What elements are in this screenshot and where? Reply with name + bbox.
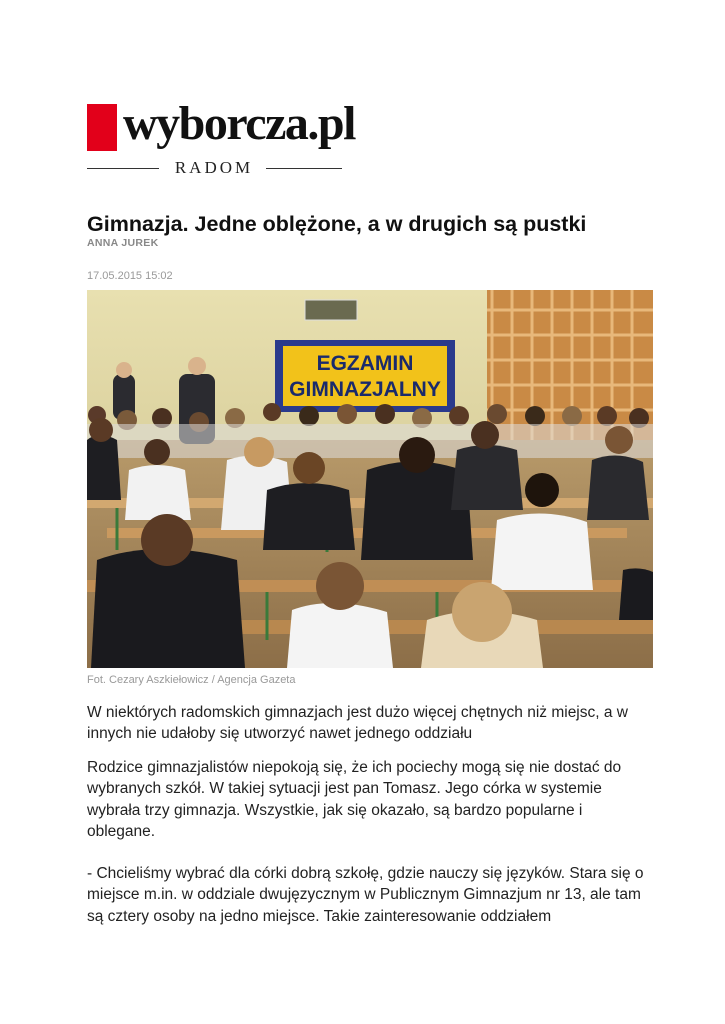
banner-line-1: EGZAMIN	[316, 352, 414, 375]
logo-city: RADOM	[174, 158, 254, 177]
article-author[interactable]: ANNA JUREK	[87, 237, 159, 249]
article-paragraph: Rodzice gimnazjalistów niepokoją się, że ich pociechy mogą się nie dostać do wybranych szkół. W takiej sytuacji jest pan Tomasz. Jego córka w systemie wybrała trzy gimnazja. Wszystkie, jak się okazało, są bardzo popularne i oblegane.	[87, 759, 622, 840]
article-date: 17.05.2015 15:02	[87, 270, 173, 282]
article-photo	[87, 290, 653, 668]
banner-line-2: GIMNAZJALNY	[289, 378, 441, 401]
logo-rule-left	[87, 168, 159, 169]
logo-rule-right	[266, 168, 342, 169]
article-lead: W niektórych radomskich gimnazjach jest dużo więcej chętnych niż miejsc, a w innych nie udałoby się utworzyć nawet jednego oddziału	[87, 704, 628, 742]
logo-brand-text: wyborcza.pl	[123, 97, 355, 150]
logo-red-square	[87, 104, 117, 151]
site-logo[interactable]	[87, 97, 355, 180]
photo-caption: Fot. Cezary Aszkiełowicz / Agencja Gazeta	[87, 674, 296, 686]
article-title: Gimnazja. Jedne oblężone, a w drugich są pustki	[87, 212, 587, 236]
article-paragraph: - Chcieliśmy wybrać dla córki dobrą szkołę, gdzie nauczy się języków. Stara się o miejsce m.in. w oddziale dwujęzycznym w Publicznym Gimnazjum nr 13, ale tam są cztery osoby na jedno miejsce. Takie zainteresowanie oddziałem	[87, 865, 644, 925]
